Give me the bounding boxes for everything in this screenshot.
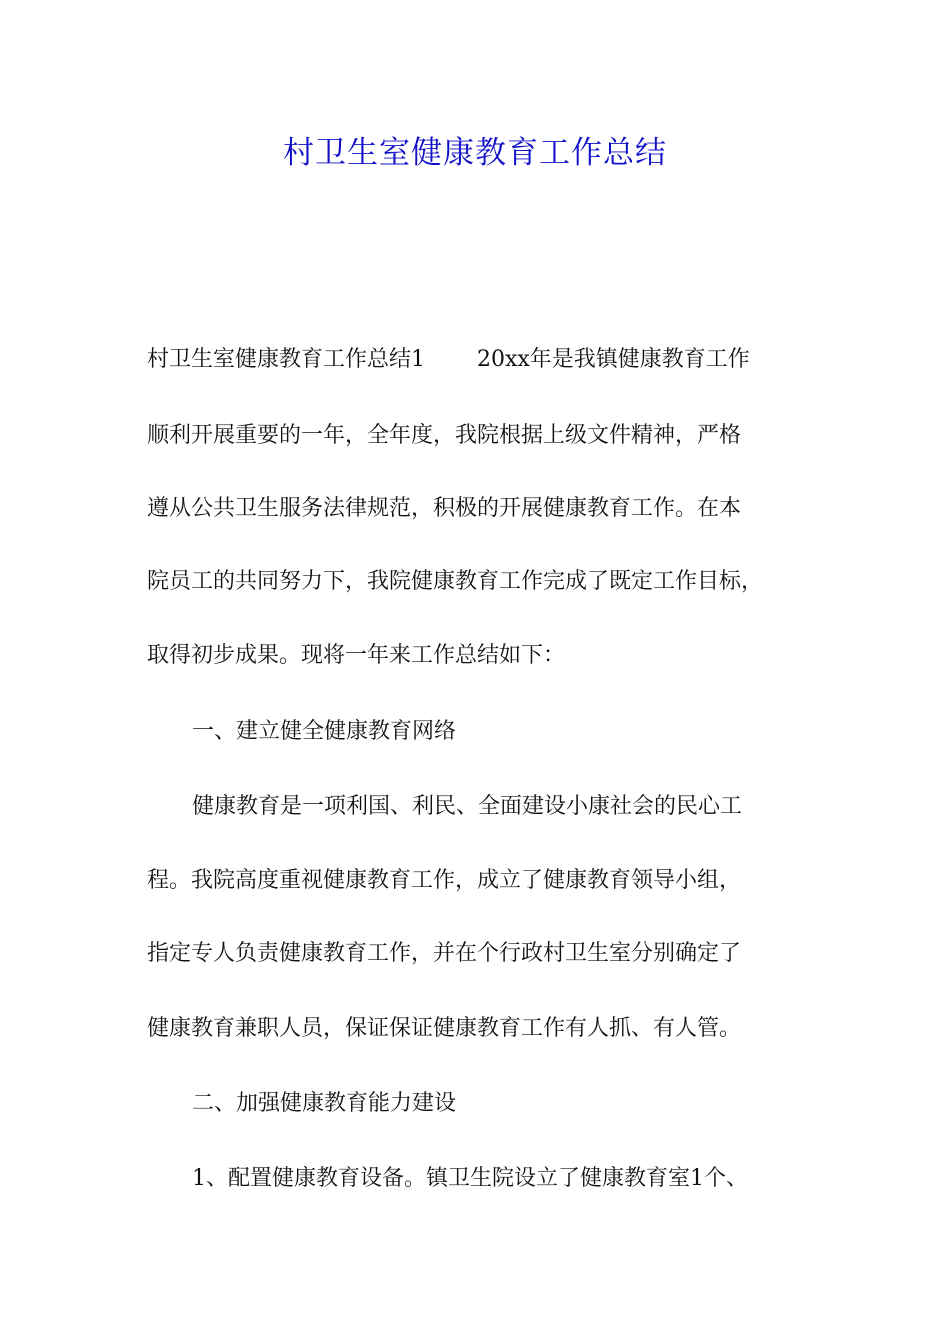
paragraph-line-1: [147, 343, 837, 377]
paragraph-line-text: 20xx年是我镇健康教育工作: [477, 347, 750, 372]
section-heading-text: 村卫生室健康教育工作总结1: [147, 347, 425, 372]
section-heading-1: 一、建立健全健康教育网络: [192, 719, 457, 744]
paragraph-line-7: 程。我院高度重视健康教育工作，成立了健康教育领导小组，: [147, 868, 742, 893]
paragraph-line-2: 顺利开展重要的一年，全年度，我院根据上级文件精神，严格: [147, 423, 742, 448]
paragraph-line-5: 取得初步成果。现将一年来工作总结如下：: [147, 643, 566, 668]
paragraph-line-8: 指定专人负责健康教育工作，并在个行政村卫生室分别确定了: [147, 941, 742, 966]
paragraph-line-4: 院员工的共同努力下，我院健康教育工作完成了既定工作目标，: [147, 569, 764, 594]
paragraph-line-10: 1、配置健康教育设备。镇卫生院设立了健康教育室1个、: [192, 1166, 748, 1191]
document-title: 村卫生室健康教育工作总结: [283, 135, 667, 171]
paragraph-line-9: 健康教育兼职人员，保证保证健康教育工作有人抓、有人管。: [147, 1016, 742, 1041]
paragraph-line-6: 健康教育是一项利国、利民、全面建设小康社会的民心工: [192, 794, 743, 819]
paragraph-line-3: 遵从公共卫生服务法律规范，积极的开展健康教育工作。在本: [147, 496, 742, 521]
section-heading-2: 二、加强健康教育能力建设: [192, 1091, 457, 1116]
